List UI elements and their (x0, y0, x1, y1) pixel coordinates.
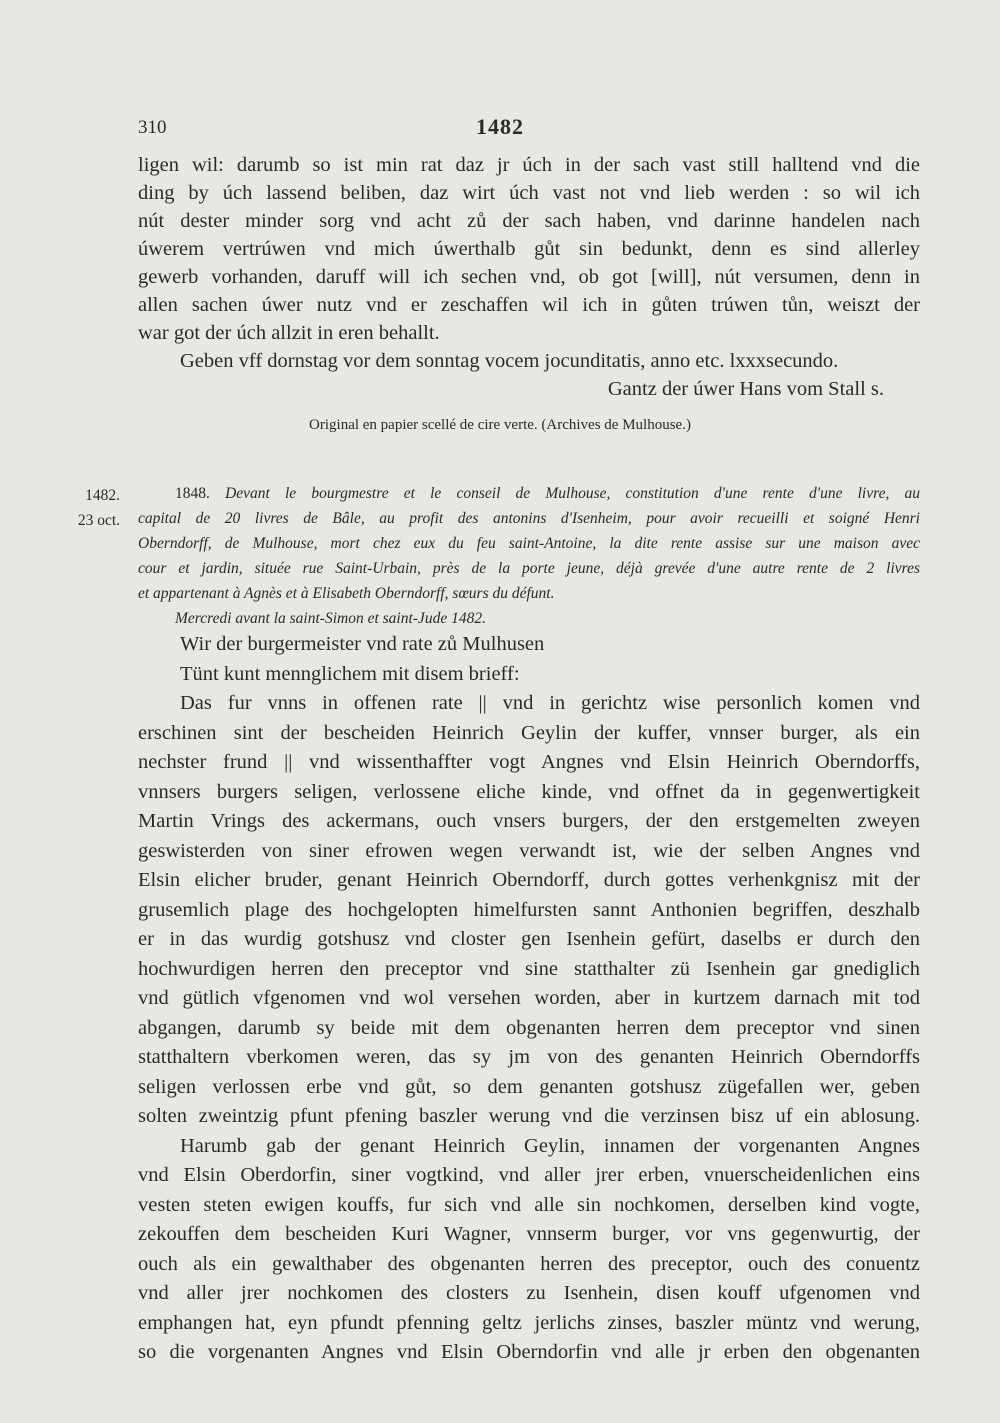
continuation-text (138, 151, 920, 403)
date-line: Geben vff dornstag vor dem sonntag vocem jocunditatis, anno etc. lxxxsecundo. (180, 350, 839, 372)
charter-line: geswisterden von siner efrowen wegen verwandt ist, wie der selben Angnes vnd (138, 839, 920, 862)
charter-line: vnd gütlich vfgenomen vnd wol versehen worden, aber in kurtzem darnach mit tod (138, 987, 920, 1009)
margin-date (70, 483, 120, 533)
charter-line: Harumb gab der genant Heinrich Geylin, innamen der vorgenanten Angnes (180, 1134, 920, 1157)
charter-line: vnnsers burgers seligen, verlossene eliche kinde, vnd offnet da in gegenwertigkeit (138, 780, 920, 803)
entry-number: 1848. (175, 485, 210, 502)
charter-line: vnd aller jrer nochkomen des closters zu Isenhein, disen kouff ufgenomen vnd (138, 1282, 920, 1304)
charter-line: vnd Elsin Oberdorfin, siner vogtkind, vnd aller jrer erben, vnuerscheidenlichen eins (138, 1164, 920, 1186)
charter-line: abgangen, darumb sy beide mit dem obgenanten herren dem preceptor vnd sinen (138, 1016, 920, 1039)
summary-line: cour et jardin, située rue Saint-Urbain, près de la porte jeune, déjà grevée d'une autre rente de 2 livres (138, 560, 920, 577)
page-number: 310 (138, 117, 167, 138)
text-line: war got der úch allzit in eren behallt. (138, 322, 440, 344)
running-head-year: 1482 (476, 114, 524, 139)
summary-line: Oberndorff, de Mulhouse, mort chez eux du feu saint-Antoine, la dite rente assise sur une maison avec (138, 535, 920, 552)
charter-line: seligen verlossen erbe vnd gůt, so dem genanten gotshusz zügefallen wer, geben (138, 1075, 920, 1098)
entry-date: Mercredi avant la saint-Simon et saint-Jude 1482. (175, 610, 486, 627)
charter-line: Das fur vnns in offenen rate || vnd in gerichtz wise personlich komen vnd (180, 692, 920, 714)
text-line: úwerem vertrúwen vnd mich úwerthalb gůt sin bedunkt, denn es sind allerley (138, 238, 920, 260)
source-note: Original en papier scellé de cire verte. (Archives de Mulhouse.) (309, 417, 691, 433)
charter-line: nechster frund || vnd wissenthaffter vogt Angnes vnd Elsin Heinrich Oberndorffs, (138, 751, 920, 773)
charter-line: emphangen hat, eyn pfundt pfenning geltz jerlichs zinses, baszler müntz vnd werung, (138, 1311, 920, 1334)
signature-line: Gantz der úwer Hans vom Stall s. (607, 378, 884, 400)
charter-line: Martin Vrings des ackermans, ouch vnsers burgers, der den erstgemelten zweyen (138, 810, 920, 832)
summary-line: Devant le bourgmestre et le conseil de Mulhouse, constitution d'une rente d'une livre, au (225, 485, 921, 502)
margin-day: 23 oct. (77, 512, 120, 529)
charter-line: so die vorgenanten Angnes vnd Elsin Oberndorfin vnd alle jr erben den obgenanten (138, 1341, 920, 1363)
entry-summary (138, 481, 921, 631)
summary-line: capital de 20 livres de Bâle, au profit des antonins d'Isenheim, pour avoir recueilli et soigné Henri (138, 510, 920, 527)
text-line: nút dester minder sorg vnd acht zů der sach haben, vnd darinne handelen nach (138, 210, 920, 232)
charter-line: grusemlich plage des hochgelopten himelfursten sannt Anthonien begriffen, deszhalb (138, 898, 920, 921)
charter-line: hochwurdigen herren den preceptor vnd sine statthalter zü Isenhein gar gnediglich (138, 957, 920, 980)
margin-year: 1482. (85, 487, 120, 504)
summary-line: et appartenant à Agnès et à Elisabeth Oberndorff, sœurs du défunt. (138, 585, 555, 602)
charter-line: ouch als ein gewalthaber des obgenanten herren des preceptor, ouch des conuentz (138, 1252, 920, 1275)
charter-line: statthaltern vberkomen weren, das sy jm von des genanten Heinrich Oberndorffs (138, 1046, 920, 1068)
text-line: allen sachen úwer nutz vnd er zeschaffen wil ich in gůten trúwen tůn, weiszt der (138, 294, 920, 316)
charter-text (138, 630, 920, 1368)
charter-line: Wir der burgermeister vnd rate zů Mulhusen (180, 633, 545, 655)
text-line: ding by úch lassend beliben, daz wirt úch vast not vnd lieb werden : so wil ich (138, 182, 920, 204)
text-line: gewerb vorhanden, daruff will ich sechen vnd, ob got [will], nút versumen, denn in (138, 266, 920, 288)
charter-line: Elsin elicher bruder, genant Heinrich Oberndorff, durch gottes verhenkgnisz mit der (138, 869, 920, 891)
charter-line: vesten steten ewigen kouffs, fur sich vnd alle sin nochkomen, derselben kind vogte, (138, 1193, 920, 1216)
charter-line: zekouffen dem bescheiden Kuri Wagner, vnnserm burger, vor vns gegenwurtig, der (138, 1223, 920, 1245)
charter-line: er in das wurdig gotshusz vnd closter gen Isenhein gefürt, daselbs er durch den (138, 928, 920, 950)
charter-line: Tünt kunt mennglichem mit disem brieff: (180, 662, 520, 685)
charter-line: erschinen sint der bescheiden Heinrich Geylin der kuffer, vnnser burger, als ein (138, 721, 920, 744)
text-line: ligen wil: darumb so ist min rat daz jr úch in der sach vast still halltend vnd die (138, 154, 920, 176)
charter-line: solten zweintzig pfunt pfening baszler werung vnd die verzinsen bisz uf ein ablosung. (138, 1105, 920, 1127)
